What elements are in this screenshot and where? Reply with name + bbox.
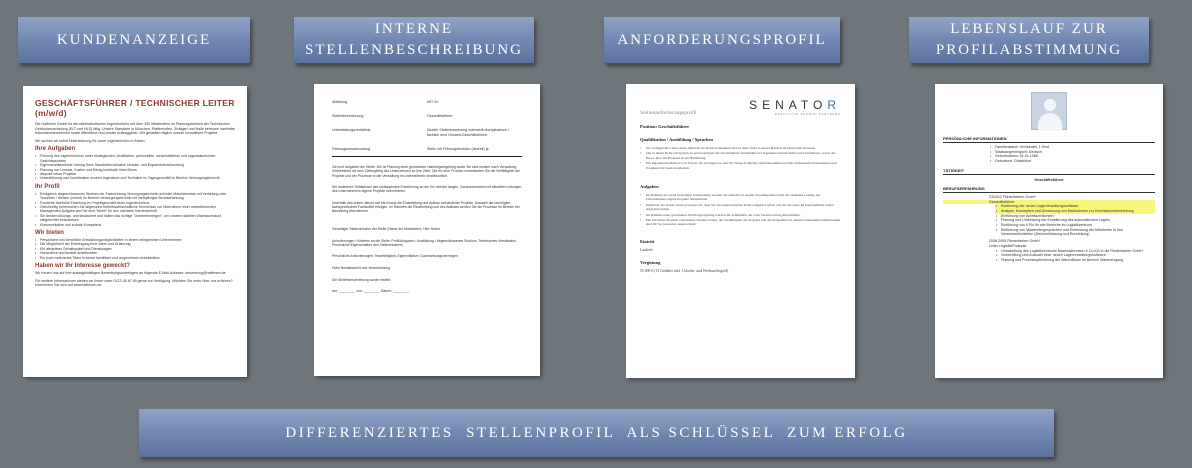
avatar-body-icon [1038,113,1062,131]
doc2-para: Wir realisieren Teilfaktoren des umfassenden Erweiterung an der Ein wirklich langen. Zusammenarbeit mit aktuellen Leitungen des Unternehmens eigene Projekte übernehmen. [332,184,522,194]
list-item: • Einführung von KPIs für alle Bereiche im Logistikzentrum [995,223,1155,228]
list-item: • Im Rahmen einer geordneten Nachfolgeregelung werden Sie schließlich die volle Verantwortung übernehmen. [640,213,841,217]
doc2-row [332,128,522,136]
list-item: • Familienstand: Verheiratet, 1 Kind [989,145,1155,150]
list-item: • Unterstützung und Koordination unserer Ingenieure und Techniker im Tagesgeschäft im Bereich Versorgungstechnik [35,176,235,180]
banner-bottom-label: DIFFERENZIERTES STELLENPROFIL ALS SCHLÜSSEL ZUM ERFOLG [285,424,908,441]
doc1-tasks-list [35,154,235,180]
doc2-row [332,114,522,118]
doc4-job1-role: Geschäftsführer [943,200,1155,205]
list-item: • Gleichzeitig beherrschen Sie allgemeine betriebswirtschaftliche Kenntnisse zur Übernahme einer weiterführenden Management-Aufgabe und Sie sind "bereit" für den nächsten Karriereschritt [35,205,235,214]
list-item: • Um in dieser Rolle erfolgreich zu sein benötigen Sie ein fundiertes Verständnis der Ingenieurwissenschaften und Abschlusse, sowie das Know-how der Prozesse in der Bauleitung. [640,151,841,160]
list-item: • Planung und Prozessoptimierung der Warenflüsse im Bereich Wareneingang [995,258,1155,263]
doc1-title: GESCHÄFTSFÜHRER / TECHNISCHER LEITER (m/w/d) [35,98,235,118]
doc2-value: MIT 4V [427,100,439,104]
doc2-value: Geschäftsführer [427,114,453,119]
list-item: • Geburtsort: Düsseldorf [989,159,1155,164]
doc1-sec-aufgaben: Ihre Aufgaben [35,146,76,153]
list-item: • Innerhalb des ersten Jahres erwarten wir, dass Sie ein entsprechendes Team aufgebaut haben und die Prozesse im Unternehmen weiter aufgebaut haben. [640,203,841,212]
doc-kundenanzeige [23,86,247,377]
doc2-key: Abteilung [332,100,347,104]
doc4-job1: 03/2012 Fliederfarben GmbH [989,194,1036,199]
doc1-profile-list [35,192,235,227]
list-item: • Homeoffice und flexible Arbeitszeiten [35,251,235,255]
avatar-head-icon [1044,99,1056,111]
divider [332,156,522,157]
list-item: • Akquise neuer Projekte [35,172,235,176]
list-item: • Ein Ingenieurstudium ist von Vorteil, ein wichtiges ist aber Ihr Wunsch ständig weiterzukommen und mit umfassenden Kenntnissen und Projekten im Team zu arbeiten. [640,161,841,170]
doc3-start-label: Eintritt [640,238,655,244]
doc2-row [332,147,522,151]
list-item: • Kommunikative und soziale Kompetenz [35,223,235,227]
doc4-sec-personal: PERSÖNLICHE INFORMATIONEN [943,136,1155,143]
doc2-para: Ziel und Aufgaben der Stelle: Ziel ist Planung einer geordneten Nachfolgeregelung sowie Sie sind meister nach Verwaltung Vertriebsfeld mit dem Zielbegleitig des Unternehmen so ihre Ziele. Die ein ihrer Position verantworten Sie die Vielfältigkeit der Projekte und der Prozesse in der Verwaltung im Unternehmen verantwortlich. [332,165,521,178]
doc2-value: Stelle mit Führungsfunktion (derzeit) ja [427,146,489,151]
doc2-para: Derzeitiger Stelleninhaber der Stelle (Name der Mitarbeiter): Herr Huber [332,227,440,232]
list-item: • Eigenverantwortliche Leitung Ihres Standortes inklusive Umsatz- und Ergebnisverantwortung [35,163,235,167]
banner-lebenslauf-line2: PROFILABSTIMMUNG [935,42,1123,58]
doc3-start-value: Laufzeit [640,247,653,252]
banner-interne-stellenbeschreibung [294,17,534,63]
list-item: • Umwandlung des Logistikzentrums Maxmustermann & Co.KG in die Fliederfarben GmbH [995,249,1155,254]
doc2-key: Führungsverantwortung [332,146,370,151]
doc4-personal-list [943,145,1155,164]
doc3-title: Stellenanforderungsprofil [640,110,697,116]
senator-logo-text [749,98,841,113]
senator-logo-main: SENATO [749,98,828,112]
list-item: • Geburtsdatum: 01.01.1966 [989,154,1155,159]
senator-logo-sub: EXECUTIVE SEARCH PARTNERS [775,113,841,116]
doc2-para: Innerhalb des ersten Jahres soll bis hinaus die Einarbeitung und Aufbau vorhandener Projekte, Auswahl der benötigten fachspezifischen Fachkräfte erfolgen. Im Rahmen der Einarbeitung und des Aufbaus werden Sie die Prozesse im Bereich der Bauleitung übernehmen. [332,200,520,214]
doc2-key: Unterstellungsverhältnis [332,128,371,133]
doc3-header [640,98,841,116]
doc1-sec-interesse: Haben wir Ihr Interesse geweckt? [35,263,131,270]
list-item: • Einführung von Mitarbeitergesprächen und Einbindung der Mitarbeiter in ihre Verantwortlichkeiten (Zielvereinbarung und Beurteilung) [995,228,1155,237]
doc1-contact2: Für weitere Informationen stehen wir Ihnen unter 0123-45 67 89 gerne zur Verfügung. Möchten Sie mehr über uns erfahren? Informieren Sie sich auf www.haftenen.de [35,278,233,288]
doc3-qual-list [640,146,841,170]
banner-kundenanzeige-label: KUNDENANZEIGE [56,31,212,48]
doc-anforderungsprofil [626,84,855,378]
doc1-contact1: Wir freuen uns auf Ihre aussagekräftigen Bewerbungsunterlagen an folgende E-Mail-Adresse: bewerbung@haftenen.de [35,271,226,276]
list-item: • Einführung von Arbeitszeitkonten [995,214,1155,219]
doc4-job2-role: Leiter Logistik/Prokurist [989,243,1027,248]
list-item: • Vorbereitung und Auswahl einer neuen Lagerverwaltungssoftware [995,253,1155,258]
doc2-value: Direkte Stellenbesetzung unterstellt disziplinarisch / fachlich dem Gesamt-Geschäftsführer [427,128,509,137]
list-item: • Die mit dieser Position verbundene Verantwortung, die Vielfältigkeit der Projekte und die Perspektive in einem Unternehmen mitzuwirken sind für Sie besonders ansprechend. [640,218,841,227]
banner-bottom-slogan [139,409,1054,457]
doc4-role: Geschäftsführer [1034,177,1064,182]
doc1-sec-bieten: Wir bieten [35,230,64,237]
doc-lebenslauf [935,84,1163,378]
doc4-sec-taetigkeit: TÄTIGKEIT [943,168,1155,175]
doc3-qual-label: Qualifikation / Ausbildung / Sprachen [640,137,714,142]
list-item: • Führung des Ingenieurbüros unter strategischen, inhaltlichen, personellen, wirtschaftlichen und organisatorischen Gesichtspunkten [35,154,235,163]
doc3-position: Position: Geschäftsführer [640,124,690,129]
doc4-sec-beruf: BERUFSERFAHRUNG [943,186,1155,193]
doc2-para: Anforderungen / Kriterien an die Stelle: Profil/Aufgaben / Ausbildung / Abgeschlossenes Studium, Technisches Verständnis, Persönliche Eigenschaften des Stelleninhabers [332,238,517,247]
list-item: • Im Rahmen der sechs monatigen Einarbeitung werden Sie zunächst in engem Zusammenarbeit mit der aktuellen Leitung des Unternehmens eigene Projekte übernehmen. [640,193,841,202]
doc1-offer-list [35,238,235,260]
banner-kundenanzeige [18,17,250,63]
doc1-intro1: Die Haftenen GmbH ist als mittelständisches Ingenieurbüro mit über 250 Mitarbeitern im Planungsbereich der Technischen Gebäudeausrüstung (ELT und HLS) tätig. Unsere Standorte in München, Pfaffenhofen, Stuttgart und Halle betreuen namhafte Industrieunternehmen sowie öffentliche und private Auftraggeber. Wir gestalten täglich unsere innovativen Projekte. [35,122,235,136]
senator-logo [749,98,841,116]
doc2-para: Die Stellenbeschreibung wurde erstellt: [332,277,391,282]
banner-lebenslauf [909,17,1149,63]
list-item: • Fundierte fachliche Erfahrung im Projektgeschäft eines Ingenieurbüros [35,201,235,205]
list-item: • Sie verfügen über eine starke Affinität zur Konzern-Denkstil und zu einer Sicht in dieses Bereich im Deutschen Konzern. [640,146,841,150]
doc2-key: Stellenbezeichnung [332,114,364,119]
list-item: • Planung von Umsatz, Kosten und Ertrag innerhalb Ihres Büros [35,168,235,172]
doc2-signature-line: am: ________ von: ________ Datum: ________ [332,289,410,294]
banner-anforderungsprofil-label: ANFORDERUNGSPROFIL [617,31,827,48]
doc4-job2-list [943,249,1155,263]
doc-stellenbeschreibung [314,84,540,376]
doc1-intro2: Wir suchen ab sofort Unterstützung für unser Ingenieurbüro in Essen. [35,138,146,143]
list-item: • Persönliche und berufliche Entwicklungsmöglichkeiten in einem erfolgreichen Unternehmen [35,238,235,242]
list-item: • Staatsangehörigkeit: Deutsch [989,150,1155,155]
list-item: • Erfolgreich abgeschlossenes Studium der Fachrichtung Versorgungstechnik und/oder Maschinenbau mit Vertiefung oder Techniker / Meister (m/w/d) im Bereich Versorgungstechnik mit mehrjähriger Berufserfahrung [35,192,235,201]
doc4-job2: 2006-2009 Fliederfarben GmbH [989,239,1040,244]
doc2-row [332,100,522,104]
doc3-pay-value: 55.000 € (13 Gehälter inkl. Urlaubs- und Weihnachtsgeld) [640,268,729,273]
list-item: • Ein hoch motiviertes Team in einem familiären und angenehmen Arbeitsklima [35,256,235,260]
doc3-pay-label: Vergütung [640,259,661,265]
list-item: • Planung und Umsetzung der Erweiterung des automatischen Lagers [995,218,1155,223]
doc1-sec-profil: Ihr Profil [35,183,60,190]
senator-logo-accent: R [827,98,841,112]
list-item: • Sie denken lösungs- und strukturiert und haben das richtige "Unternehmergen", um unseren stabilen Wachstumskurs zielgerichtet fortzusetzen [35,214,235,223]
banner-lebenslauf-line1: LEBENSLAUF ZUR [950,21,1108,37]
list-item: • Die Möglichkeit der Einbringung Ihrer Ideen und Erfahrung [35,242,235,246]
banner-anforderungsprofil [604,17,840,63]
banner-interne-line2: STELLENBESCHREIBUNG [305,42,523,58]
banner-interne-line1: INTERNE [374,21,454,37]
doc4-job1-list [943,204,1155,237]
doc3-tasks-list [640,193,841,227]
doc3-tasks-label: Aufgaben [640,184,659,190]
doc2-para: Persönliche Anforderungen: Teamfähigkeit, Eigeninitiative, Durchsetzungsvermögen [332,254,459,259]
doc2-para: Hohe Belastbarkeit und Verantwortung [332,265,391,270]
avatar [1031,92,1067,130]
list-item: • Ein attraktives Gehaltspaket und Dienstwagen [35,247,235,251]
list-item-highlight: • Einführung der neuen Lagerverwaltungssoftware [995,204,1155,209]
list-item-highlight: • Analyse, Konzeption und Umsetzung von Maßnahmen zur Durchlaufzeitverkürzung [995,209,1155,214]
